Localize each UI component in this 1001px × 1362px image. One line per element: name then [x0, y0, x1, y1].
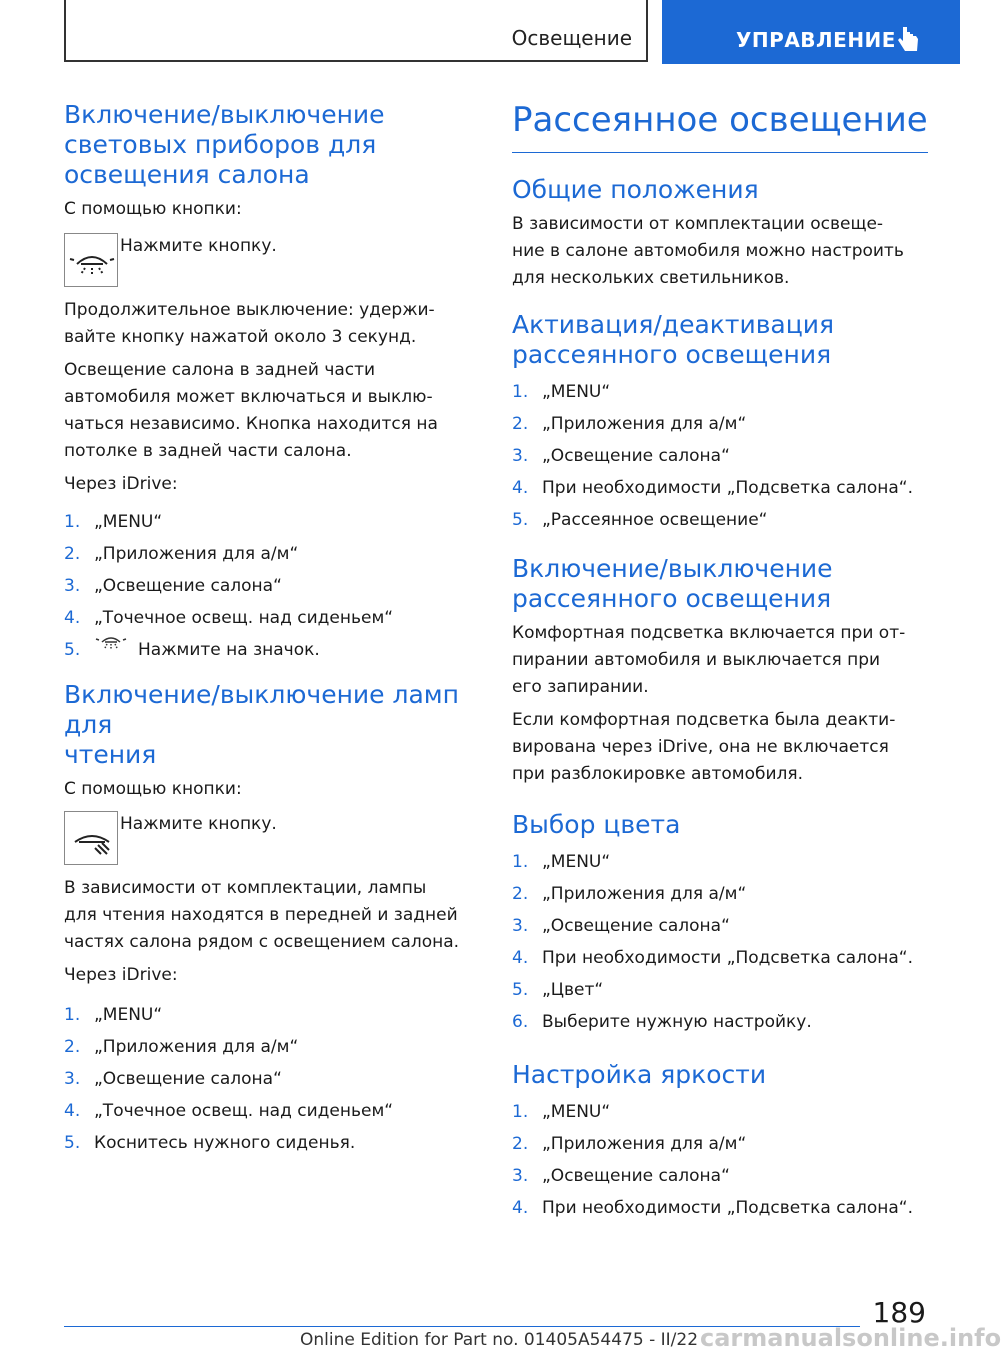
header-section-box: [64, 0, 648, 62]
list-item: 3. „Освещение салона“: [64, 576, 282, 596]
list-item: 4. При необходимости „Подсветка салона“.: [512, 1198, 914, 1218]
list-item: 5. „Цвет“: [512, 980, 604, 1000]
paragraph: В зависимости от комплектации освеще- ние в салоне автомобиля можно настроить для нескольких светильников.: [512, 214, 904, 288]
list-item: 4. „Точечное освещ. над сиденьем“: [64, 608, 394, 628]
list-item: 3. „Освещение салона“: [512, 916, 730, 936]
section-title-onoff: Включение/выключение рассеянного освещения: [512, 554, 833, 613]
list-item: 2. „Приложения для а/м“: [64, 544, 299, 564]
paragraph: Продолжительное выключение: удержи- вайте кнопку нажатой около 3 секунд.: [64, 300, 435, 347]
list-item: 2. „Приложения для а/м“: [64, 1037, 299, 1057]
steps-list: [64, 506, 482, 666]
list-item: 5. Коснитесь нужного сиденья.: [64, 1133, 356, 1153]
right-column: [512, 100, 930, 1224]
list-item: 3. „Освещение салона“: [64, 1069, 282, 1089]
list-item: 4. При необходимости „Подсветка салона“.: [512, 478, 914, 498]
list-item: 6. Выберите нужную настройку.: [512, 1012, 812, 1032]
list-item: 3. „Освещение салона“: [512, 1166, 730, 1186]
button-instruction: [64, 811, 482, 865]
section-title-reading-lights: Включение/выключение ламп для чтения: [64, 680, 459, 769]
chapter-title: Рассеянное освещение: [512, 100, 928, 140]
list-item: 2. „Приложения для а/м“: [512, 414, 747, 434]
paragraph: Если комфортная подсветка была деакти- вирована через iDrive, она не включается при разблокировке автомобиля.: [512, 710, 896, 784]
header-tab-label: УПРАВЛЕНИЕ: [736, 28, 896, 52]
intro-text: С помощью кнопки:: [64, 199, 242, 219]
intro-text: С помощью кнопки:: [64, 779, 242, 799]
button-instruction: [64, 233, 482, 287]
reading-light-button-icon: [64, 811, 118, 865]
paragraph: Комфортная подсветка включается при от- пирании автомобиля и выключается при его запирании.: [512, 623, 906, 697]
section-title-interior-lights: Включение/выключение световых приборов для освещения салона: [64, 100, 385, 189]
paragraph: В зависимости от комплектации, лампы для чтения находятся в передней и задней частях салона рядом с освещением салона.: [64, 878, 460, 952]
left-column: [64, 100, 482, 1159]
press-button-text: Нажмите кнопку.: [120, 814, 277, 834]
idrive-label: Через iDrive:: [64, 474, 178, 494]
section-title-activation: Активация/деактивация рассеянного освещения: [512, 310, 835, 369]
section-title-brightness: Настройка яркости: [512, 1060, 767, 1089]
list-item: 4. „Точечное освещ. над сиденьем“: [64, 1101, 394, 1121]
paragraph: Освещение салона в задней части автомобиля может включаться и выклю- чаться независимо. Кнопка находится на потолке в задней части салона.: [64, 360, 438, 461]
list-item: 5. „Рассеянное освещение“: [512, 510, 768, 530]
spotlight-icon: [96, 634, 126, 650]
interior-light-button-icon: [64, 233, 118, 287]
steps-list: [512, 846, 930, 1038]
list-item: 2. „Приложения для а/м“: [512, 1134, 747, 1154]
idrive-label: Через iDrive:: [64, 965, 178, 985]
list-item: 1. „MENU“: [512, 382, 611, 402]
section-title-color: Выбор цвета: [512, 810, 681, 839]
page-number: 189: [872, 1296, 926, 1329]
edition-text: Online Edition for Part no. 01405A54475 - II/22: [300, 1330, 699, 1350]
header-tab[interactable]: [662, 0, 960, 64]
hand-pointer-icon: [896, 25, 920, 53]
list-item: 5. Нажмите на значок.: [64, 634, 482, 666]
list-item: 3. „Освещение салона“: [512, 446, 730, 466]
steps-list: [512, 1096, 930, 1224]
list-item: 2. „Приложения для а/м“: [512, 884, 747, 904]
watermark: carmanualsonline.info: [700, 1324, 1001, 1352]
press-button-text: Нажмите кнопку.: [120, 236, 277, 256]
list-item: 4. При необходимости „Подсветка салона“.: [512, 948, 914, 968]
section-title-general: Общие положения: [512, 175, 759, 204]
steps-list: [64, 999, 482, 1159]
list-item: 1. „MENU“: [512, 852, 611, 872]
steps-list: [512, 376, 930, 536]
list-item: 1. „MENU“: [512, 1102, 611, 1122]
list-item: 1. „MENU“: [64, 512, 163, 532]
header-section-title: Освещение: [511, 26, 632, 50]
list-item: 1. „MENU“: [64, 1005, 163, 1025]
